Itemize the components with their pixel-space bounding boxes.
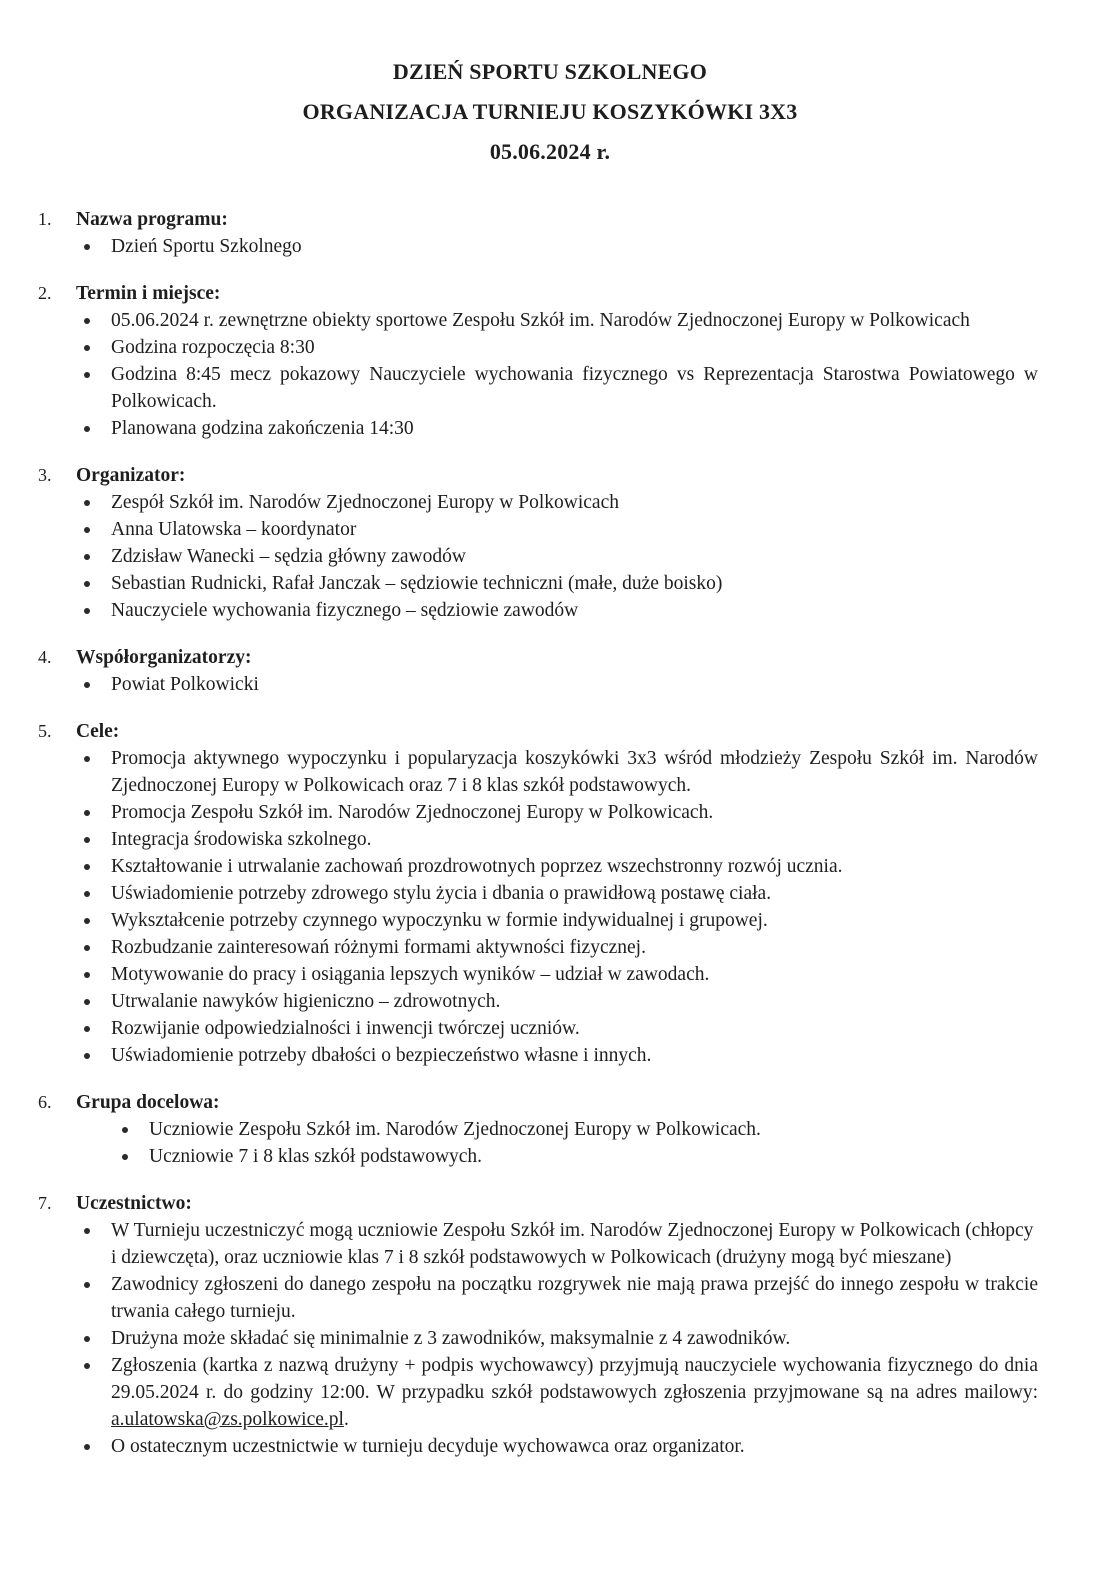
bullet-icon	[84, 1444, 90, 1450]
list-item: Promocja Zespołu Szkół im. Narodów Zjednoczonej Europy w Polkowicach.	[38, 799, 1038, 826]
section-heading: Cele:	[76, 721, 120, 742]
section-heading: Nazwa programu:	[76, 209, 228, 230]
section-organizer	[38, 462, 1038, 624]
section-header	[38, 206, 1038, 233]
list-item: Zawodnicy zgłoszeni do danego zespołu na początku rozgrywek nie mają prawa przejść do innego zespołu w trakcie trwania całego turnieju.	[38, 1271, 1038, 1325]
section-list	[38, 1217, 1038, 1460]
bullet-icon	[84, 608, 90, 614]
bullet-icon	[122, 1127, 128, 1133]
list-item: Zespół Szkół im. Narodów Zjednoczonej Europy w Polkowicach	[38, 489, 1038, 516]
section-list	[38, 1116, 1038, 1170]
list-item: 05.06.2024 r. zewnętrzne obiekty sportowe Zespołu Szkół im. Narodów Zjednoczonej Europy w Polkowicach	[38, 307, 1038, 334]
section-heading: Uczestnictwo:	[76, 1193, 192, 1214]
bullet-icon	[84, 1228, 90, 1234]
document-title-block	[0, 52, 1100, 172]
list-item: Godzina rozpoczęcia 8:30	[38, 334, 1038, 361]
list-item: Rozbudzanie zainteresowań różnymi formami aktywności fizycznej.	[38, 934, 1038, 961]
section-number: 1.	[38, 209, 52, 229]
section-header	[38, 1089, 1038, 1116]
list-item: Anna Ulatowska – koordynator	[38, 516, 1038, 543]
section-list	[38, 671, 1038, 698]
bullet-icon	[84, 972, 90, 978]
document-date: 05.06.2024 r.	[489, 139, 611, 164]
bullet-icon	[84, 864, 90, 870]
section-header	[38, 1190, 1038, 1217]
bullet-icon	[122, 1154, 128, 1160]
document-title: DZIEŃ SPORTU SZKOLNEGO	[392, 59, 708, 84]
document-sections	[38, 206, 1038, 1480]
list-item: Motywowanie do pracy i osiągania lepszych wyników – udział w zawodach.	[38, 961, 1038, 988]
list-item: Nauczyciele wychowania fizycznego – sędziowie zawodów	[38, 597, 1038, 624]
bullet-icon	[84, 810, 90, 816]
bullet-icon	[84, 372, 90, 378]
list-item: Uświadomienie potrzeby zdrowego stylu życia i dbania o prawidłową postawę ciała.	[38, 880, 1038, 907]
bullet-icon	[84, 318, 90, 324]
section-participation	[38, 1190, 1038, 1460]
bullet-icon	[84, 1026, 90, 1032]
list-item: Integracja środowiska szkolnego.	[38, 826, 1038, 853]
bullet-icon	[84, 918, 90, 924]
section-number: 2.	[38, 283, 52, 303]
bullet-icon	[84, 1053, 90, 1059]
section-header	[38, 644, 1038, 671]
list-item: Drużyna może składać się minimalnie z 3 zawodników, maksymalnie z 4 zawodników.	[38, 1325, 1038, 1352]
section-goals	[38, 718, 1038, 1069]
bullet-icon	[84, 426, 90, 432]
section-heading: Współorganizatorzy:	[76, 647, 252, 668]
section-heading: Termin i miejsce:	[76, 283, 221, 304]
list-item: Sebastian Rudnicki, Rafał Janczak – sędziowie techniczni (małe, duże boisko)	[38, 570, 1038, 597]
bullet-icon	[84, 837, 90, 843]
section-co-organizers	[38, 644, 1038, 698]
bullet-icon	[84, 999, 90, 1005]
bullet-icon	[84, 244, 90, 250]
bullet-icon	[84, 1363, 90, 1369]
list-item: Planowana godzina zakończenia 14:30	[38, 415, 1038, 442]
section-heading: Organizator:	[76, 465, 186, 486]
bullet-icon	[84, 1336, 90, 1342]
list-item: Uczniowie 7 i 8 klas szkół podstawowych.	[38, 1143, 1038, 1170]
bullet-icon	[84, 527, 90, 533]
section-number: 7.	[38, 1193, 52, 1213]
section-number: 5.	[38, 721, 52, 741]
list-item: Rozwijanie odpowiedzialności i inwencji twórczej uczniów.	[38, 1015, 1038, 1042]
list-item: Dzień Sportu Szkolnego	[38, 233, 1038, 260]
list-item: Zdzisław Wanecki – sędzia główny zawodów	[38, 543, 1038, 570]
list-item: Promocja aktywnego wypoczynku i popularyzacja koszykówki 3x3 wśród młodzieży Zespołu Szkół im. Narodów Zjednoczonej Europy w Polkowicach oraz 7 i 8 klas szkół podstawowych.	[38, 745, 1038, 799]
list-item: Zgłoszenia (kartka z nazwą drużyny + podpis wychowawcy) przyjmują nauczyciele wychowania fizycznego do dnia 29.05.2024 r. do godziny 12:00. W przypadku szkół podstawowych zgłoszenia przyjmowane są na adres mailowy: a.ulatowska@zs.polkowice.pl.	[38, 1352, 1038, 1433]
bullet-icon	[84, 554, 90, 560]
section-heading: Grupa docelowa:	[76, 1092, 220, 1113]
section-header	[38, 718, 1038, 745]
list-item: Utrwalanie nawyków higieniczno – zdrowotnych.	[38, 988, 1038, 1015]
bullet-icon	[84, 891, 90, 897]
bullet-icon	[84, 945, 90, 951]
section-number: 6.	[38, 1092, 52, 1112]
bullet-icon	[84, 500, 90, 506]
list-item: Powiat Polkowicki	[38, 671, 1038, 698]
bullet-icon	[84, 345, 90, 351]
section-program-name	[38, 206, 1038, 260]
section-header	[38, 280, 1038, 307]
list-item: Uczniowie Zespołu Szkół im. Narodów Zjednoczonej Europy w Polkowicach.	[38, 1116, 1038, 1143]
bullet-icon	[84, 756, 90, 762]
list-item: Kształtowanie i utrwalanie zachowań prozdrowotnych poprzez wszechstronny rozwój ucznia.	[38, 853, 1038, 880]
bullet-icon	[84, 1282, 90, 1288]
email-link[interactable]: a.ulatowska@zs.polkowice.pl	[111, 1409, 344, 1430]
section-header	[38, 462, 1038, 489]
section-list	[38, 745, 1038, 1069]
section-list	[38, 307, 1038, 442]
section-date-place	[38, 280, 1038, 442]
section-list	[38, 489, 1038, 624]
bullet-icon	[84, 682, 90, 688]
bullet-icon	[84, 581, 90, 587]
list-item: O ostatecznym uczestnictwie w turnieju decyduje wychowawca oraz organizator.	[38, 1433, 1038, 1460]
list-item: Uświadomienie potrzeby dbałości o bezpieczeństwo własne i innych.	[38, 1042, 1038, 1069]
document-subtitle: ORGANIZACJA TURNIEJU KOSZYKÓWKI 3X3	[302, 99, 798, 124]
section-number: 4.	[38, 647, 52, 667]
section-target-group	[38, 1089, 1038, 1170]
list-item: Godzina 8:45 mecz pokazowy Nauczyciele wychowania fizycznego vs Reprezentacja Starostwa Powiatowego w Polkowicach.	[38, 361, 1038, 415]
section-list	[38, 233, 1038, 260]
list-item: Wykształcenie potrzeby czynnego wypoczynku w formie indywidualnej i grupowej.	[38, 907, 1038, 934]
list-item: W Turnieju uczestniczyć mogą uczniowie Zespołu Szkół im. Narodów Zjednoczonej Europy w Polkowicach (chłopcy i dziewczęta), oraz uczniowie klas 7 i 8 szkół podstawowych w Polkowicach (drużyny mogą być mieszane)	[38, 1217, 1038, 1271]
section-number: 3.	[38, 465, 52, 485]
